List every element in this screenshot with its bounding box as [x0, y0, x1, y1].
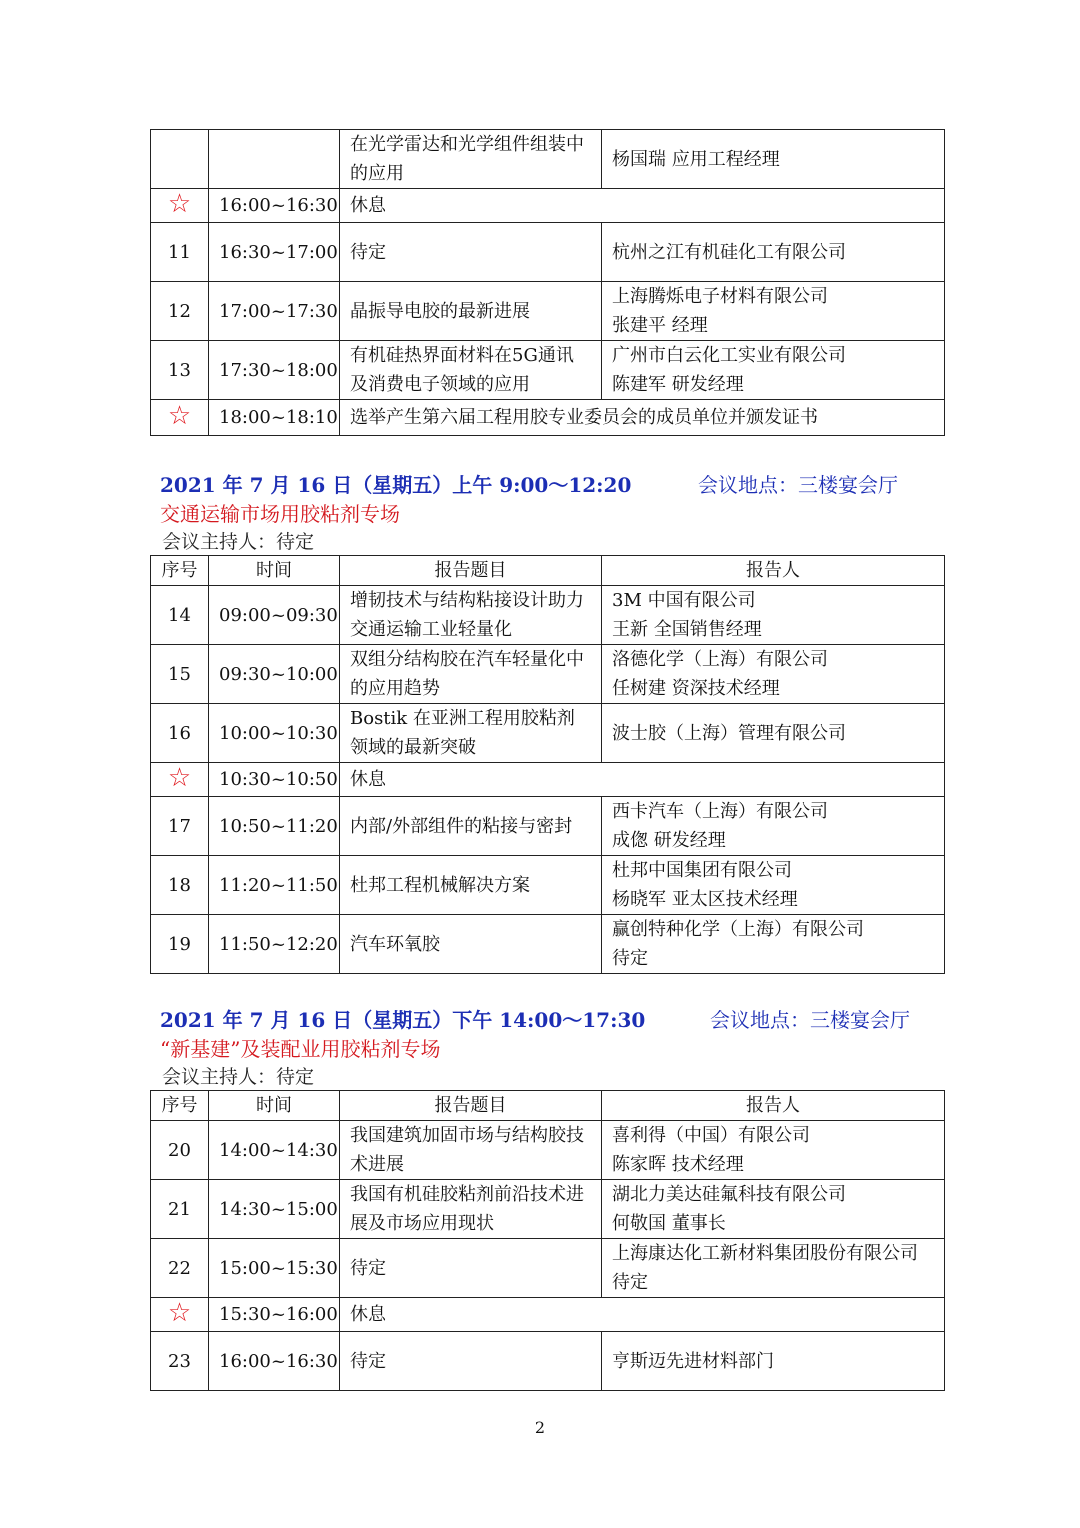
table-row [151, 1180, 945, 1239]
row-topic: 待定 [340, 1239, 602, 1298]
speaker-line-1: 西卡汽车（上海）有限公司 [612, 801, 828, 822]
session2-title: 交通运输市场用胶粘剂专场 [160, 502, 400, 526]
session3-location: 会议地点：三楼宴会厅 [710, 1008, 910, 1032]
table-row [151, 915, 945, 974]
row-time: 16:30~17:00 [209, 223, 340, 282]
row-number: 11 [151, 223, 209, 282]
speaker-line-1: 上海康达化工新材料集团股份有限公司 [612, 1243, 918, 1264]
row-speaker [602, 282, 945, 341]
star-icon: ☆ [167, 188, 192, 219]
row-time: 17:00~17:30 [209, 282, 340, 341]
row-speaker [602, 223, 945, 282]
speaker-line-2: 待定 [612, 948, 648, 969]
row-number: 15 [151, 645, 209, 704]
table-row [151, 341, 945, 400]
row-topic: Bostik 在亚洲工程用胶粘剂领域的最新突破 [340, 704, 602, 763]
table-header-row [151, 1091, 945, 1121]
table-row [151, 282, 945, 341]
col-header-time: 时间 [209, 556, 340, 586]
row-time [209, 130, 340, 189]
row-speaker [602, 645, 945, 704]
row-speaker [602, 341, 945, 400]
row-topic: 休息 [340, 1298, 945, 1332]
row-topic: 增韧技术与结构粘接设计助力交通运输工业轻量化 [340, 586, 602, 645]
session2-location: 会议地点：三楼宴会厅 [698, 473, 898, 497]
row-time: 18:00~18:10 [209, 400, 340, 436]
row-topic: 我国有机硅胶粘剂前沿技术进展及市场应用现状 [340, 1180, 602, 1239]
row-topic: 汽车环氧胶 [340, 915, 602, 974]
row-number: 21 [151, 1180, 209, 1239]
session2-date: 2021 年 7 月 16 日（星期五）上午 9:00～12:20 [160, 473, 632, 497]
table-row-break [151, 400, 945, 436]
row-speaker [602, 1180, 945, 1239]
row-time: 10:00~10:30 [209, 704, 340, 763]
speaker-line-1: 杨国瑞 应用工程经理 [612, 148, 780, 170]
row-speaker [602, 915, 945, 974]
schedule-table-2 [150, 555, 945, 974]
star-icon: ☆ [167, 1297, 192, 1328]
row-number: 19 [151, 915, 209, 974]
col-header-speaker: 报告人 [602, 556, 945, 586]
row-number: 16 [151, 704, 209, 763]
row-number: 22 [151, 1239, 209, 1298]
row-speaker [602, 1239, 945, 1298]
speaker-line-2: 杨晓军 亚太区技术经理 [612, 889, 798, 910]
table-row [151, 223, 945, 282]
row-speaker [602, 1332, 945, 1391]
row-topic: 待定 [340, 223, 602, 282]
row-time: 15:30~16:00 [209, 1298, 340, 1332]
session3-title: “新基建”及装配业用胶粘剂专场 [160, 1037, 441, 1061]
col-header-number: 序号 [151, 1091, 209, 1121]
speaker-line-2: 何敬国 董事长 [612, 1213, 726, 1234]
row-time: 16:00~16:30 [209, 1332, 340, 1391]
row-topic: 我国建筑加固市场与结构胶技术进展 [340, 1121, 602, 1180]
speaker-line-1: 3M 中国有限公司 [612, 590, 756, 611]
speaker-line-2: 待定 [612, 1272, 648, 1293]
col-header-number: 序号 [151, 556, 209, 586]
row-speaker [602, 797, 945, 856]
row-number: 12 [151, 282, 209, 341]
row-topic: 休息 [340, 189, 945, 223]
row-topic: 待定 [340, 1332, 602, 1391]
table-row [151, 1121, 945, 1180]
col-header-speaker: 报告人 [602, 1091, 945, 1121]
speaker-line-2: 陈建军 研发经理 [612, 374, 744, 395]
row-number: 23 [151, 1332, 209, 1391]
speaker-line-2: 任树建 资深技术经理 [612, 678, 780, 699]
page-number: 2 [534, 1418, 546, 1437]
row-number: 18 [151, 856, 209, 915]
speaker-line-1: 杭州之江有机硅化工有限公司 [612, 241, 846, 263]
speaker-line-1: 波士胶（上海）管理有限公司 [612, 722, 846, 744]
schedule-table-3 [150, 1090, 945, 1391]
col-header-time: 时间 [209, 1091, 340, 1121]
session2-host: 会议主持人：待定 [162, 531, 315, 553]
row-speaker [602, 704, 945, 763]
speaker-line-2: 陈家晖 技术经理 [612, 1154, 744, 1175]
table-row [151, 645, 945, 704]
session3-host: 会议主持人：待定 [162, 1066, 315, 1088]
row-time: 14:30~15:00 [209, 1180, 340, 1239]
speaker-line-1: 亨斯迈先进材料部门 [612, 1350, 774, 1372]
table-header-row [151, 556, 945, 586]
speaker-line-1: 赢创特种化学（上海）有限公司 [612, 919, 864, 940]
row-time: 11:20~11:50 [209, 856, 340, 915]
speaker-line-2: 王新 全国销售经理 [612, 619, 762, 640]
row-number: 14 [151, 586, 209, 645]
row-topic: 双组分结构胶在汽车轻量化中的应用趋势 [340, 645, 602, 704]
speaker-line-1: 杜邦中国集团有限公司 [612, 860, 792, 881]
row-topic: 晶振导电胶的最新进展 [340, 282, 602, 341]
row-time: 09:00~09:30 [209, 586, 340, 645]
row-topic: 有机硅热界面材料在5G通讯及消费电子领域的应用 [340, 341, 602, 400]
star-icon: ☆ [167, 400, 192, 431]
speaker-line-1: 上海腾烁电子材料有限公司 [612, 286, 828, 307]
row-topic: 杜邦工程机械解决方案 [340, 856, 602, 915]
session3-date: 2021 年 7 月 16 日（星期五）下午 14:00～17:30 [160, 1008, 646, 1032]
col-header-topic: 报告题目 [340, 556, 602, 586]
row-speaker [602, 1121, 945, 1180]
col-header-topic: 报告题目 [340, 1091, 602, 1121]
row-topic: 在光学雷达和光学组件组装中的应用 [340, 130, 602, 189]
table-row-break [151, 1298, 945, 1332]
row-topic: 内部/外部组件的粘接与密封 [340, 797, 602, 856]
row-time: 10:30~10:50 [209, 763, 340, 797]
row-time: 14:00~14:30 [209, 1121, 340, 1180]
row-number: 17 [151, 797, 209, 856]
row-time: 17:30~18:00 [209, 341, 340, 400]
schedule-table-1 [150, 129, 945, 436]
row-number: 13 [151, 341, 209, 400]
row-speaker [602, 856, 945, 915]
row-topic: 休息 [340, 763, 945, 797]
row-time: 16:00~16:30 [209, 189, 340, 223]
table-row [151, 856, 945, 915]
table-row [151, 586, 945, 645]
speaker-line-1: 广州市白云化工实业有限公司 [612, 345, 846, 366]
table-row [151, 130, 945, 189]
speaker-line-1: 喜利得（中国）有限公司 [612, 1125, 810, 1146]
row-time: 15:00~15:30 [209, 1239, 340, 1298]
table-row [151, 797, 945, 856]
table-row [151, 704, 945, 763]
row-speaker [602, 586, 945, 645]
table-row [151, 1332, 945, 1391]
row-number [151, 130, 209, 189]
speaker-line-2: 张建平 经理 [612, 315, 708, 336]
table-row-break [151, 763, 945, 797]
speaker-line-2: 成偬 研发经理 [612, 830, 726, 851]
row-speaker [602, 130, 945, 189]
table-row [151, 1239, 945, 1298]
row-time: 10:50~11:20 [209, 797, 340, 856]
row-number: 20 [151, 1121, 209, 1180]
row-topic: 选举产生第六届工程用胶专业委员会的成员单位并颁发证书 [340, 400, 945, 436]
row-time: 09:30~10:00 [209, 645, 340, 704]
speaker-line-1: 湖北力美达硅氟科技有限公司 [612, 1184, 846, 1205]
speaker-line-1: 洛德化学（上海）有限公司 [612, 649, 828, 670]
star-icon: ☆ [167, 762, 192, 793]
row-time: 11:50~12:20 [209, 915, 340, 974]
table-row-break [151, 189, 945, 223]
